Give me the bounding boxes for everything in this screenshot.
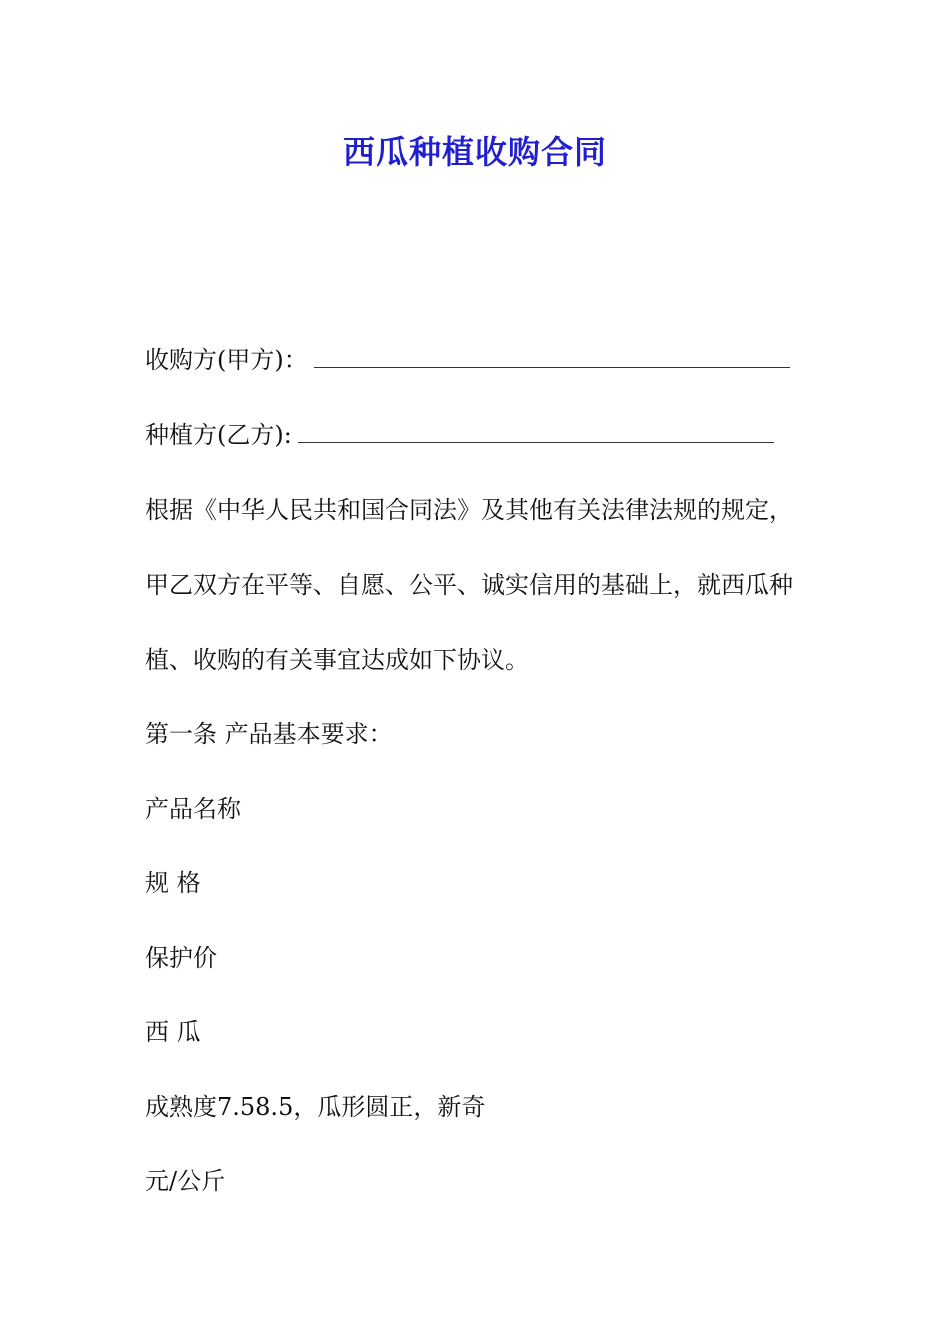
- value-product: 西 瓜: [145, 1018, 201, 1046]
- intro-line-3: 植、收购的有关事宜达成如下协议。: [145, 646, 529, 674]
- field-protect-price: 保护价: [145, 944, 217, 972]
- party-a-label: 收购方(甲方)：: [145, 346, 308, 374]
- party-b-row: [145, 418, 774, 452]
- party-a-row: [145, 343, 790, 377]
- value-price-unit: 元/公斤: [145, 1167, 226, 1195]
- intro-line-1: 根据《中华人民共和国合同法》及其他有关法律法规的规定，: [145, 496, 793, 524]
- party-b-blank-line: [298, 420, 774, 443]
- field-spec: 规 格: [145, 869, 201, 897]
- value-spec: 成熟度7.58.5，瓜形圆正，新奇: [145, 1093, 486, 1121]
- article-1-heading: 第一条 产品基本要求：: [145, 720, 393, 748]
- field-product-name: 产品名称: [145, 795, 241, 823]
- intro-line-2: 甲乙双方在平等、自愿、公平、诚实信用的基础上，就西瓜种: [145, 571, 793, 599]
- document-title: 西瓜种植收购合同: [342, 133, 607, 171]
- party-b-label: 种植方(乙方):: [145, 421, 292, 449]
- party-a-blank-line: [314, 345, 790, 368]
